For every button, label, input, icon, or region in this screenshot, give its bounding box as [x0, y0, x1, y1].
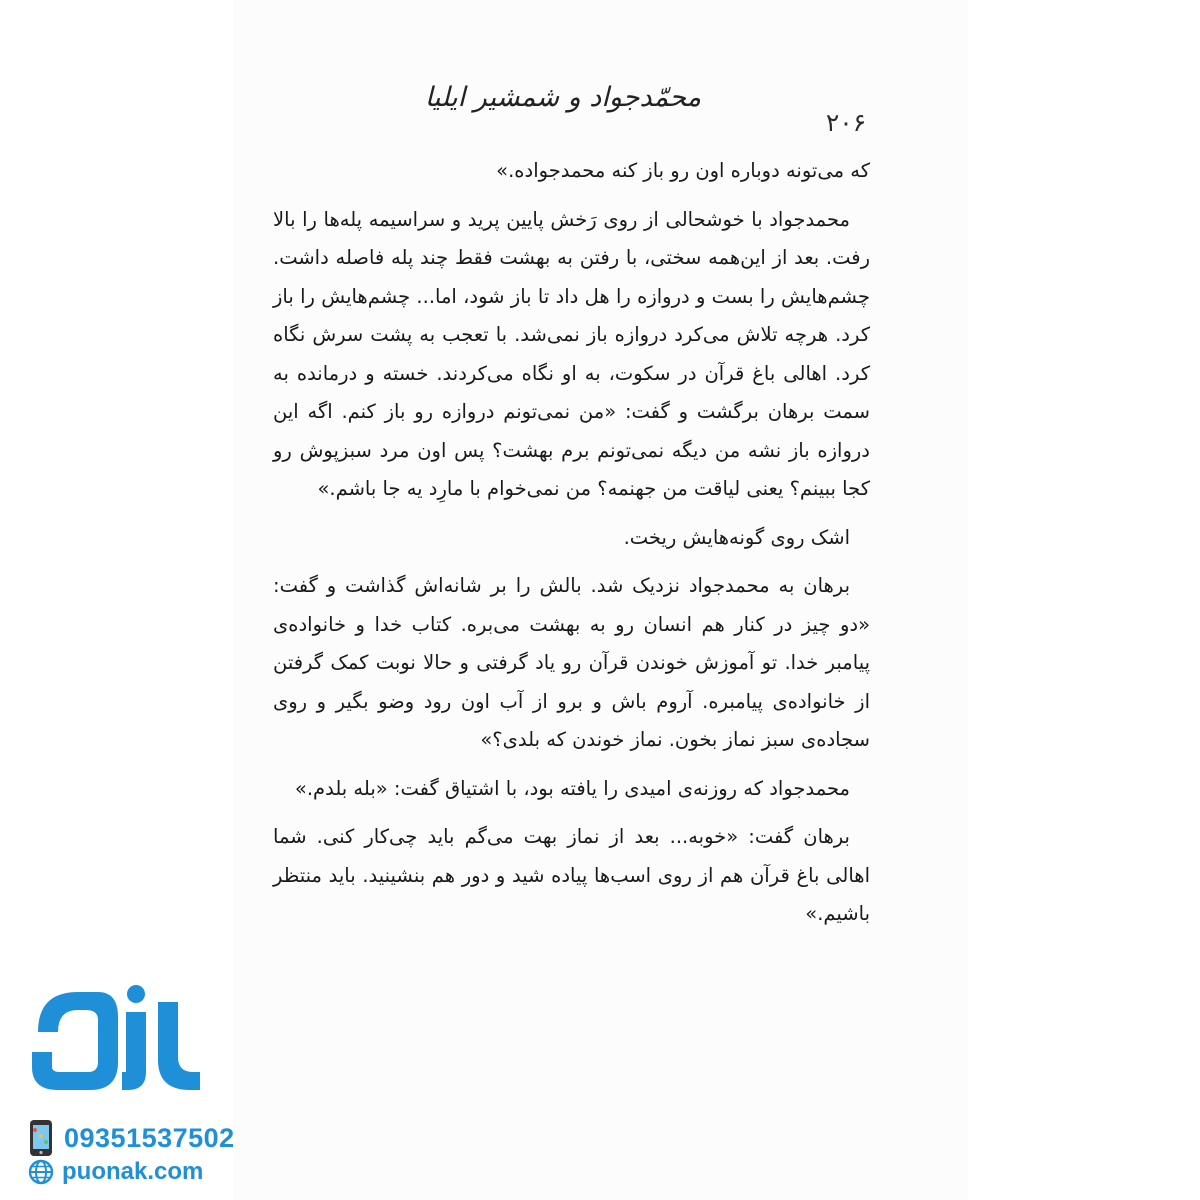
- paragraph-2: محمدجواد با خوشحالی از روی رَخش پایین پرید و سراسیمه پله‌ها را بالا رفت. بعد از این‌همه سختی، با رفتن به بهشت فقط چند پله فاصله داشت. چشم‌هایش را بست و دروازه را هل داد تا باز شود، اما... چشم‌هایش را باز کرد. هرچه تلاش می‌کرد دروازه باز نمی‌شد. با تعجب به پشت سرش نگاه کرد. اهالی باغ قرآن در سکوت، به او نگاه می‌کردند. خسته و درمانده به سمت برهان برگشت و گفت: «من نمی‌تونم دروازه رو باز کنم. اگه این دروازه باز نشه من دیگه نمی‌تونم برم بهشت؟ پس اون مرد سبزپوش رو کجا ببینم؟ یعنی لیاقت من جهنمه؟ من نمی‌خوام با مارِد یه جا باشم.»: [273, 207, 870, 500]
- paragraph-5: محمدجواد که روزنه‌ی امیدی را یافته بود، با اشتیاق گفت: «بله بلدم.»: [294, 776, 850, 800]
- running-head: محمّدجواد و شمشیر ایلیا: [424, 82, 702, 113]
- book-page: [233, 0, 968, 1200]
- paragraph-1: که می‌تونه دوباره اون رو باز کنه محمدجواده.»: [496, 159, 870, 182]
- phone-icon: [24, 1118, 58, 1158]
- paragraph-3: اشک روی گونه‌هایش ریخت.: [623, 525, 850, 549]
- globe-icon: [28, 1159, 54, 1185]
- website-row: [28, 1156, 203, 1188]
- paragraph-4: برهان به محمدجواد نزدیک شد. بالش را بر شانه‌اش گذاشت و گفت: «دو چیز در کنار هم انسان رو به بهشت می‌بره. کتاب خدا و خانواده‌ی پیامبر خدا. تو آموزش خوندن قرآن رو یاد گرفتی و حالا نوبت کمک گرفتن از خانواده‌ی پیامبره. آروم باش و برو از آب اون رود وضو بگیر و روی سجاده‌ی سبز نماز بخون. نماز خوندن که بلدی؟»: [273, 574, 870, 751]
- page-number: ۲۰۶: [825, 108, 867, 137]
- phone-number[interactable]: 09351537502: [64, 1122, 235, 1153]
- brand-logo: [18, 972, 208, 1102]
- website-link[interactable]: puonak.com: [62, 1158, 204, 1185]
- phone-row: [24, 1118, 235, 1158]
- paragraph-6: برهان گفت: «خوبه... بعد از نماز بهت می‌گم باید چی‌کار کنی. شما اهالی باغ قرآن هم از روی اسب‌ها پیاده شید و دور هم بنشینید. باید منتظر باشیم.»: [273, 825, 870, 925]
- body-text: [273, 152, 870, 944]
